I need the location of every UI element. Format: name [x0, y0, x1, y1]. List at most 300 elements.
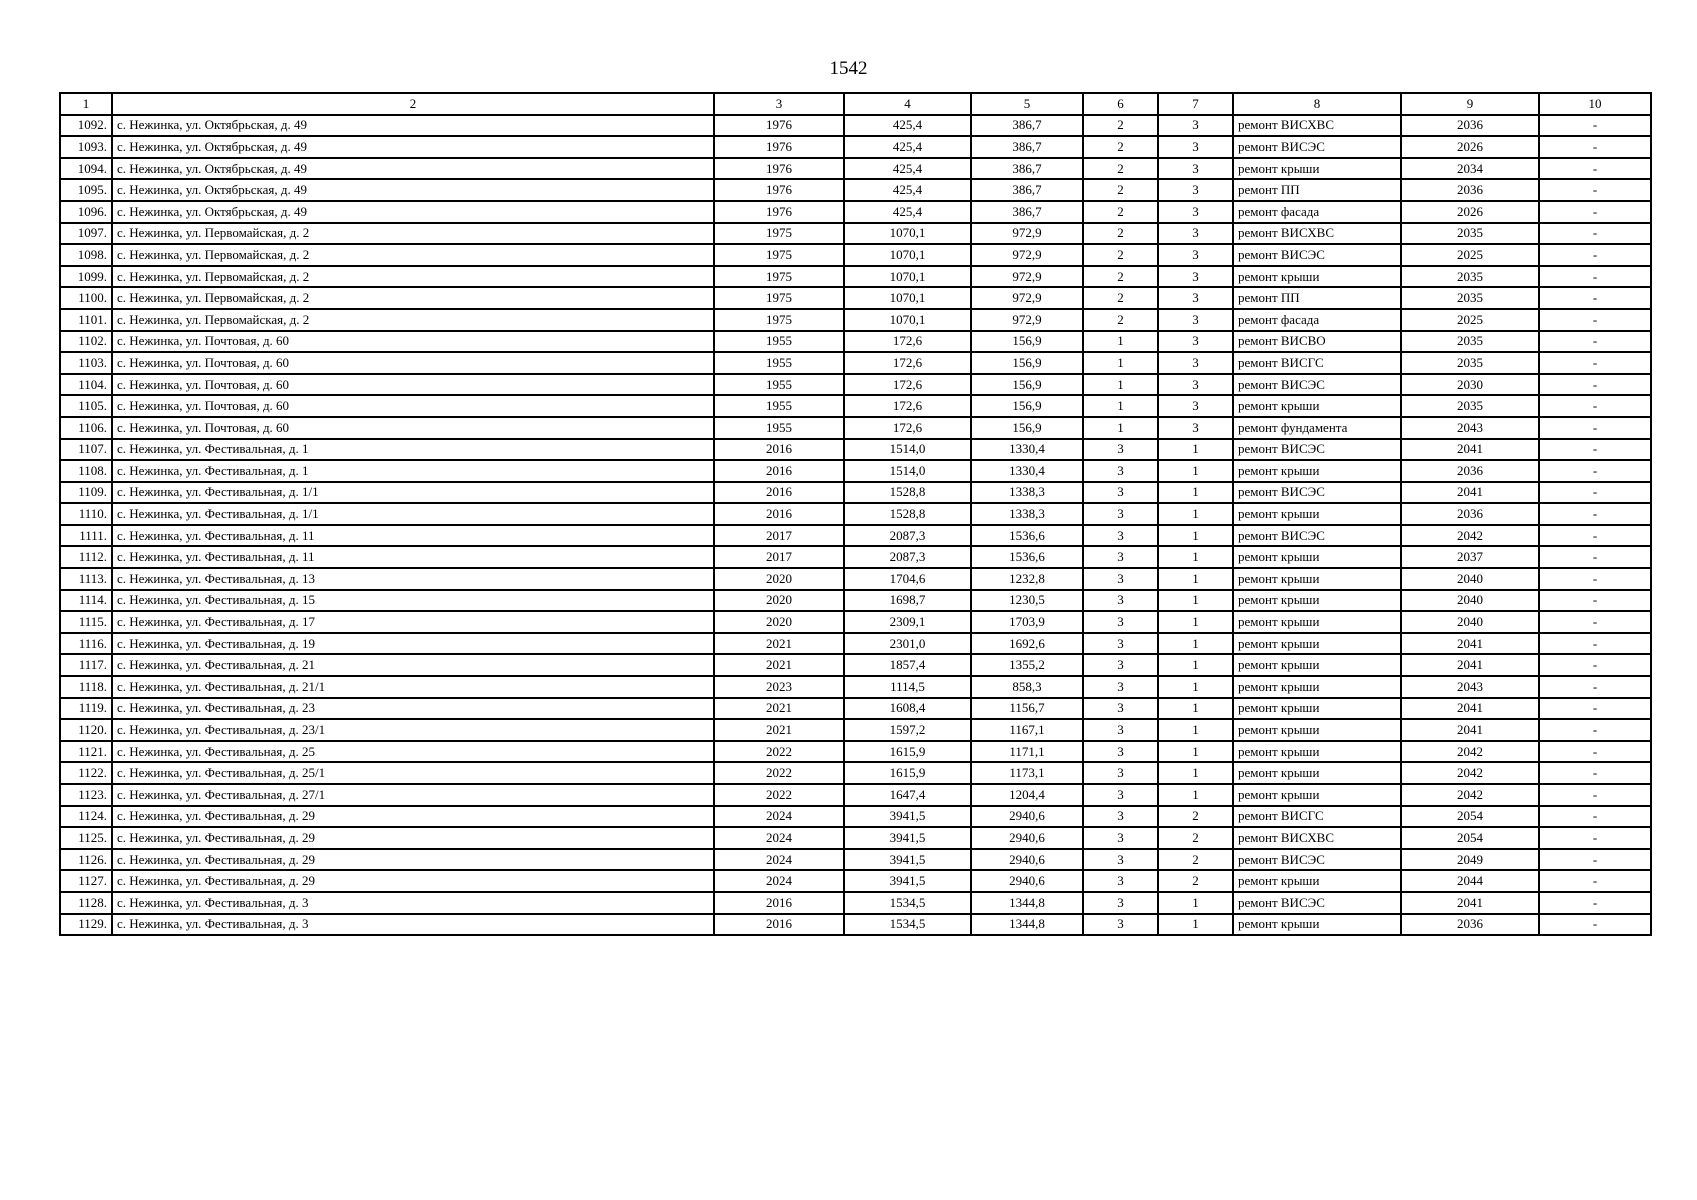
planned-year-cell: 2035: [1401, 287, 1539, 309]
planned-year-cell: 2041: [1401, 698, 1539, 720]
floors-cell: 3: [1083, 611, 1158, 633]
living-area-cell: 156,9: [971, 417, 1083, 439]
floors-cell: 3: [1083, 784, 1158, 806]
table-row: [60, 417, 1651, 439]
living-area-cell: 156,9: [971, 395, 1083, 417]
table-row: [60, 914, 1651, 936]
year-cell: 1955: [714, 417, 844, 439]
entrances-cell: 3: [1158, 352, 1233, 374]
column-header-10: 10: [1539, 93, 1651, 115]
work-type-cell: ремонт крыши: [1233, 460, 1401, 482]
planned-year-cell: 2042: [1401, 741, 1539, 763]
total-area-cell: 1070,1: [844, 244, 971, 266]
floors-cell: 1: [1083, 374, 1158, 396]
work-type-cell: ремонт ВИСЭС: [1233, 439, 1401, 461]
address-cell: с. Нежинка, ул. Фестивальная, д. 1/1: [112, 482, 714, 504]
planned-year-cell: 2026: [1401, 136, 1539, 158]
living-area-cell: 386,7: [971, 115, 1083, 137]
living-area-cell: 156,9: [971, 352, 1083, 374]
total-area-cell: 172,6: [844, 417, 971, 439]
planned-year-cell: 2054: [1401, 827, 1539, 849]
planned-year-cell: 2041: [1401, 439, 1539, 461]
entrances-cell: 1: [1158, 633, 1233, 655]
year-cell: 2022: [714, 762, 844, 784]
row-number-cell: 1124.: [60, 806, 112, 828]
row-number-cell: 1115.: [60, 611, 112, 633]
floors-cell: 2: [1083, 266, 1158, 288]
floors-cell: 3: [1083, 892, 1158, 914]
year-cell: 1975: [714, 244, 844, 266]
table-row: [60, 719, 1651, 741]
total-area-cell: 1070,1: [844, 287, 971, 309]
address-cell: с. Нежинка, ул. Фестивальная, д. 19: [112, 633, 714, 655]
year-cell: 1975: [714, 266, 844, 288]
row-number-cell: 1097.: [60, 223, 112, 245]
total-area-cell: 2087,3: [844, 546, 971, 568]
address-cell: с. Нежинка, ул. Октябрьская, д. 49: [112, 179, 714, 201]
repair-register-table: [59, 92, 1652, 936]
work-type-cell: ремонт ВИСЭС: [1233, 849, 1401, 871]
work-type-cell: ремонт крыши: [1233, 741, 1401, 763]
total-area-cell: 2087,3: [844, 525, 971, 547]
address-cell: с. Нежинка, ул. Фестивальная, д. 1/1: [112, 503, 714, 525]
entrances-cell: 3: [1158, 158, 1233, 180]
floors-cell: 2: [1083, 179, 1158, 201]
year-cell: 1955: [714, 331, 844, 353]
year-cell: 1976: [714, 158, 844, 180]
entrances-cell: 1: [1158, 590, 1233, 612]
work-type-cell: ремонт крыши: [1233, 568, 1401, 590]
row-number-cell: 1094.: [60, 158, 112, 180]
work-type-cell: ремонт ВИСЭС: [1233, 892, 1401, 914]
address-cell: с. Нежинка, ул. Почтовая, д. 60: [112, 417, 714, 439]
note-cell: -: [1539, 784, 1651, 806]
living-area-cell: 1338,3: [971, 482, 1083, 504]
table-header-row: [60, 93, 1651, 115]
year-cell: 2021: [714, 654, 844, 676]
entrances-cell: 3: [1158, 115, 1233, 137]
note-cell: -: [1539, 266, 1651, 288]
year-cell: 1975: [714, 287, 844, 309]
year-cell: 2021: [714, 719, 844, 741]
planned-year-cell: 2054: [1401, 806, 1539, 828]
column-header-3: 3: [714, 93, 844, 115]
living-area-cell: 2940,6: [971, 806, 1083, 828]
row-number-cell: 1113.: [60, 568, 112, 590]
table-row: [60, 460, 1651, 482]
floors-cell: 3: [1083, 698, 1158, 720]
floors-cell: 2: [1083, 309, 1158, 331]
floors-cell: 3: [1083, 762, 1158, 784]
table-row: [60, 503, 1651, 525]
floors-cell: 1: [1083, 417, 1158, 439]
planned-year-cell: 2041: [1401, 633, 1539, 655]
note-cell: -: [1539, 546, 1651, 568]
row-number-cell: 1098.: [60, 244, 112, 266]
address-cell: с. Нежинка, ул. Фестивальная, д. 29: [112, 870, 714, 892]
year-cell: 1975: [714, 223, 844, 245]
planned-year-cell: 2030: [1401, 374, 1539, 396]
entrances-cell: 3: [1158, 417, 1233, 439]
planned-year-cell: 2041: [1401, 719, 1539, 741]
work-type-cell: ремонт крыши: [1233, 503, 1401, 525]
row-number-cell: 1123.: [60, 784, 112, 806]
total-area-cell: 3941,5: [844, 849, 971, 871]
work-type-cell: ремонт ВИСГС: [1233, 806, 1401, 828]
note-cell: -: [1539, 590, 1651, 612]
row-number-cell: 1107.: [60, 439, 112, 461]
planned-year-cell: 2035: [1401, 331, 1539, 353]
column-header-7: 7: [1158, 93, 1233, 115]
total-area-cell: 172,6: [844, 374, 971, 396]
year-cell: 1955: [714, 395, 844, 417]
planned-year-cell: 2040: [1401, 568, 1539, 590]
address-cell: с. Нежинка, ул. Фестивальная, д. 1: [112, 460, 714, 482]
planned-year-cell: 2036: [1401, 179, 1539, 201]
living-area-cell: 1344,8: [971, 892, 1083, 914]
planned-year-cell: 2041: [1401, 892, 1539, 914]
living-area-cell: 386,7: [971, 158, 1083, 180]
entrances-cell: 1: [1158, 460, 1233, 482]
total-area-cell: 425,4: [844, 201, 971, 223]
entrances-cell: 3: [1158, 179, 1233, 201]
note-cell: -: [1539, 762, 1651, 784]
address-cell: с. Нежинка, ул. Фестивальная, д. 25: [112, 741, 714, 763]
address-cell: с. Нежинка, ул. Фестивальная, д. 11: [112, 525, 714, 547]
entrances-cell: 1: [1158, 784, 1233, 806]
total-area-cell: 1514,0: [844, 439, 971, 461]
table-row: [60, 201, 1651, 223]
row-number-cell: 1121.: [60, 741, 112, 763]
living-area-cell: 972,9: [971, 309, 1083, 331]
column-header-1: 1: [60, 93, 112, 115]
work-type-cell: ремонт крыши: [1233, 654, 1401, 676]
row-number-cell: 1095.: [60, 179, 112, 201]
work-type-cell: ремонт фасада: [1233, 309, 1401, 331]
row-number-cell: 1118.: [60, 676, 112, 698]
entrances-cell: 1: [1158, 439, 1233, 461]
entrances-cell: 1: [1158, 525, 1233, 547]
entrances-cell: 2: [1158, 806, 1233, 828]
note-cell: -: [1539, 827, 1651, 849]
work-type-cell: ремонт ПП: [1233, 287, 1401, 309]
year-cell: 2022: [714, 784, 844, 806]
address-cell: с. Нежинка, ул. Первомайская, д. 2: [112, 266, 714, 288]
address-cell: с. Нежинка, ул. Фестивальная, д. 25/1: [112, 762, 714, 784]
entrances-cell: 3: [1158, 331, 1233, 353]
floors-cell: 3: [1083, 482, 1158, 504]
planned-year-cell: 2025: [1401, 244, 1539, 266]
total-area-cell: 425,4: [844, 115, 971, 137]
total-area-cell: 1704,6: [844, 568, 971, 590]
total-area-cell: 1528,8: [844, 482, 971, 504]
note-cell: -: [1539, 676, 1651, 698]
work-type-cell: ремонт ВИСХВС: [1233, 223, 1401, 245]
table-row: [60, 870, 1651, 892]
address-cell: с. Нежинка, ул. Первомайская, д. 2: [112, 287, 714, 309]
row-number-cell: 1102.: [60, 331, 112, 353]
year-cell: 2016: [714, 460, 844, 482]
note-cell: -: [1539, 201, 1651, 223]
work-type-cell: ремонт крыши: [1233, 266, 1401, 288]
address-cell: с. Нежинка, ул. Фестивальная, д. 29: [112, 849, 714, 871]
total-area-cell: 3941,5: [844, 806, 971, 828]
row-number-cell: 1105.: [60, 395, 112, 417]
note-cell: -: [1539, 503, 1651, 525]
living-area-cell: 972,9: [971, 287, 1083, 309]
note-cell: -: [1539, 395, 1651, 417]
entrances-cell: 3: [1158, 136, 1233, 158]
note-cell: -: [1539, 374, 1651, 396]
row-number-cell: 1128.: [60, 892, 112, 914]
year-cell: 2017: [714, 525, 844, 547]
work-type-cell: ремонт фасада: [1233, 201, 1401, 223]
planned-year-cell: 2035: [1401, 223, 1539, 245]
year-cell: 1976: [714, 115, 844, 137]
row-number-cell: 1100.: [60, 287, 112, 309]
total-area-cell: 1857,4: [844, 654, 971, 676]
floors-cell: 3: [1083, 676, 1158, 698]
address-cell: с. Нежинка, ул. Фестивальная, д. 3: [112, 914, 714, 936]
note-cell: -: [1539, 158, 1651, 180]
floors-cell: 1: [1083, 352, 1158, 374]
row-number-cell: 1111.: [60, 525, 112, 547]
year-cell: 2017: [714, 546, 844, 568]
table-row: [60, 223, 1651, 245]
note-cell: -: [1539, 806, 1651, 828]
table-row: [60, 806, 1651, 828]
work-type-cell: ремонт крыши: [1233, 590, 1401, 612]
address-cell: с. Нежинка, ул. Фестивальная, д. 1: [112, 439, 714, 461]
planned-year-cell: 2034: [1401, 158, 1539, 180]
living-area-cell: 1692,6: [971, 633, 1083, 655]
note-cell: -: [1539, 741, 1651, 763]
note-cell: -: [1539, 849, 1651, 871]
work-type-cell: ремонт ВИСЭС: [1233, 244, 1401, 266]
planned-year-cell: 2049: [1401, 849, 1539, 871]
note-cell: -: [1539, 654, 1651, 676]
note-cell: -: [1539, 698, 1651, 720]
living-area-cell: 1230,5: [971, 590, 1083, 612]
table-row: [60, 762, 1651, 784]
entrances-cell: 3: [1158, 309, 1233, 331]
planned-year-cell: 2035: [1401, 395, 1539, 417]
planned-year-cell: 2042: [1401, 525, 1539, 547]
row-number-cell: 1129.: [60, 914, 112, 936]
living-area-cell: 2940,6: [971, 870, 1083, 892]
column-header-4: 4: [844, 93, 971, 115]
table-row: [60, 698, 1651, 720]
table-body: [60, 115, 1651, 936]
entrances-cell: 1: [1158, 676, 1233, 698]
row-number-cell: 1120.: [60, 719, 112, 741]
table-row: [60, 546, 1651, 568]
living-area-cell: 386,7: [971, 179, 1083, 201]
address-cell: с. Нежинка, ул. Первомайская, д. 2: [112, 223, 714, 245]
note-cell: -: [1539, 179, 1651, 201]
floors-cell: 2: [1083, 136, 1158, 158]
total-area-cell: 2309,1: [844, 611, 971, 633]
planned-year-cell: 2040: [1401, 611, 1539, 633]
work-type-cell: ремонт крыши: [1233, 914, 1401, 936]
floors-cell: 1: [1083, 395, 1158, 417]
address-cell: с. Нежинка, ул. Октябрьская, д. 49: [112, 136, 714, 158]
work-type-cell: ремонт крыши: [1233, 395, 1401, 417]
year-cell: 2016: [714, 439, 844, 461]
planned-year-cell: 2041: [1401, 482, 1539, 504]
total-area-cell: 172,6: [844, 352, 971, 374]
work-type-cell: ремонт крыши: [1233, 546, 1401, 568]
entrances-cell: 1: [1158, 568, 1233, 590]
entrances-cell: 3: [1158, 287, 1233, 309]
total-area-cell: 425,4: [844, 179, 971, 201]
floors-cell: 3: [1083, 503, 1158, 525]
note-cell: -: [1539, 460, 1651, 482]
floors-cell: 3: [1083, 460, 1158, 482]
living-area-cell: 2940,6: [971, 849, 1083, 871]
total-area-cell: 1070,1: [844, 223, 971, 245]
note-cell: -: [1539, 417, 1651, 439]
living-area-cell: 1171,1: [971, 741, 1083, 763]
note-cell: -: [1539, 892, 1651, 914]
table-row: [60, 266, 1651, 288]
entrances-cell: 3: [1158, 244, 1233, 266]
note-cell: -: [1539, 244, 1651, 266]
entrances-cell: 3: [1158, 395, 1233, 417]
floors-cell: 2: [1083, 287, 1158, 309]
row-number-cell: 1116.: [60, 633, 112, 655]
row-number-cell: 1126.: [60, 849, 112, 871]
entrances-cell: 2: [1158, 870, 1233, 892]
living-area-cell: 1167,1: [971, 719, 1083, 741]
address-cell: с. Нежинка, ул. Фестивальная, д. 13: [112, 568, 714, 590]
total-area-cell: 1114,5: [844, 676, 971, 698]
floors-cell: 3: [1083, 568, 1158, 590]
living-area-cell: 1536,6: [971, 546, 1083, 568]
column-header-2: 2: [112, 93, 714, 115]
floors-cell: 3: [1083, 914, 1158, 936]
table-row: [60, 374, 1651, 396]
living-area-cell: 386,7: [971, 136, 1083, 158]
work-type-cell: ремонт ВИСВО: [1233, 331, 1401, 353]
row-number-cell: 1112.: [60, 546, 112, 568]
work-type-cell: ремонт крыши: [1233, 762, 1401, 784]
work-type-cell: ремонт ПП: [1233, 179, 1401, 201]
total-area-cell: 1615,9: [844, 762, 971, 784]
floors-cell: 3: [1083, 546, 1158, 568]
floors-cell: 3: [1083, 633, 1158, 655]
row-number-cell: 1108.: [60, 460, 112, 482]
row-number-cell: 1104.: [60, 374, 112, 396]
floors-cell: 3: [1083, 741, 1158, 763]
note-cell: -: [1539, 870, 1651, 892]
total-area-cell: 172,6: [844, 331, 971, 353]
floors-cell: 1: [1083, 331, 1158, 353]
year-cell: 2020: [714, 590, 844, 612]
row-number-cell: 1110.: [60, 503, 112, 525]
year-cell: 2021: [714, 698, 844, 720]
living-area-cell: 156,9: [971, 374, 1083, 396]
address-cell: с. Нежинка, ул. Почтовая, д. 60: [112, 331, 714, 353]
entrances-cell: 1: [1158, 654, 1233, 676]
work-type-cell: ремонт крыши: [1233, 611, 1401, 633]
note-cell: -: [1539, 223, 1651, 245]
floors-cell: 2: [1083, 223, 1158, 245]
note-cell: -: [1539, 525, 1651, 547]
year-cell: 2020: [714, 611, 844, 633]
note-cell: -: [1539, 914, 1651, 936]
table-row: [60, 525, 1651, 547]
total-area-cell: 3941,5: [844, 870, 971, 892]
column-header-6: 6: [1083, 93, 1158, 115]
work-type-cell: ремонт ВИСХВС: [1233, 115, 1401, 137]
planned-year-cell: 2025: [1401, 309, 1539, 331]
entrances-cell: 3: [1158, 266, 1233, 288]
row-number-cell: 1114.: [60, 590, 112, 612]
address-cell: с. Нежинка, ул. Фестивальная, д. 11: [112, 546, 714, 568]
work-type-cell: ремонт крыши: [1233, 870, 1401, 892]
year-cell: 2024: [714, 827, 844, 849]
year-cell: 1976: [714, 136, 844, 158]
row-number-cell: 1092.: [60, 115, 112, 137]
table-row: [60, 849, 1651, 871]
living-area-cell: 972,9: [971, 266, 1083, 288]
total-area-cell: 172,6: [844, 395, 971, 417]
row-number-cell: 1127.: [60, 870, 112, 892]
year-cell: 1976: [714, 179, 844, 201]
column-header-8: 8: [1233, 93, 1401, 115]
table-row: [60, 179, 1651, 201]
planned-year-cell: 2041: [1401, 654, 1539, 676]
table-row: [60, 136, 1651, 158]
living-area-cell: 1330,4: [971, 439, 1083, 461]
entrances-cell: 1: [1158, 546, 1233, 568]
planned-year-cell: 2043: [1401, 676, 1539, 698]
work-type-cell: ремонт ВИСЭС: [1233, 136, 1401, 158]
living-area-cell: 1232,8: [971, 568, 1083, 590]
entrances-cell: 1: [1158, 719, 1233, 741]
table-row: [60, 395, 1651, 417]
address-cell: с. Нежинка, ул. Фестивальная, д. 23/1: [112, 719, 714, 741]
entrances-cell: 2: [1158, 849, 1233, 871]
table-row: [60, 654, 1651, 676]
entrances-cell: 3: [1158, 223, 1233, 245]
living-area-cell: 972,9: [971, 223, 1083, 245]
entrances-cell: 1: [1158, 762, 1233, 784]
year-cell: 2020: [714, 568, 844, 590]
address-cell: с. Нежинка, ул. Фестивальная, д. 17: [112, 611, 714, 633]
work-type-cell: ремонт ВИСХВС: [1233, 827, 1401, 849]
planned-year-cell: 2035: [1401, 266, 1539, 288]
living-area-cell: 858,3: [971, 676, 1083, 698]
total-area-cell: 1698,7: [844, 590, 971, 612]
floors-cell: 2: [1083, 115, 1158, 137]
work-type-cell: ремонт крыши: [1233, 698, 1401, 720]
planned-year-cell: 2040: [1401, 590, 1539, 612]
floors-cell: 2: [1083, 244, 1158, 266]
table-row: [60, 352, 1651, 374]
note-cell: -: [1539, 136, 1651, 158]
planned-year-cell: 2036: [1401, 460, 1539, 482]
column-header-5: 5: [971, 93, 1083, 115]
floors-cell: 3: [1083, 806, 1158, 828]
note-cell: -: [1539, 439, 1651, 461]
planned-year-cell: 2037: [1401, 546, 1539, 568]
work-type-cell: ремонт ВИСЭС: [1233, 374, 1401, 396]
year-cell: 2024: [714, 849, 844, 871]
year-cell: 1955: [714, 352, 844, 374]
address-cell: с. Нежинка, ул. Первомайская, д. 2: [112, 309, 714, 331]
